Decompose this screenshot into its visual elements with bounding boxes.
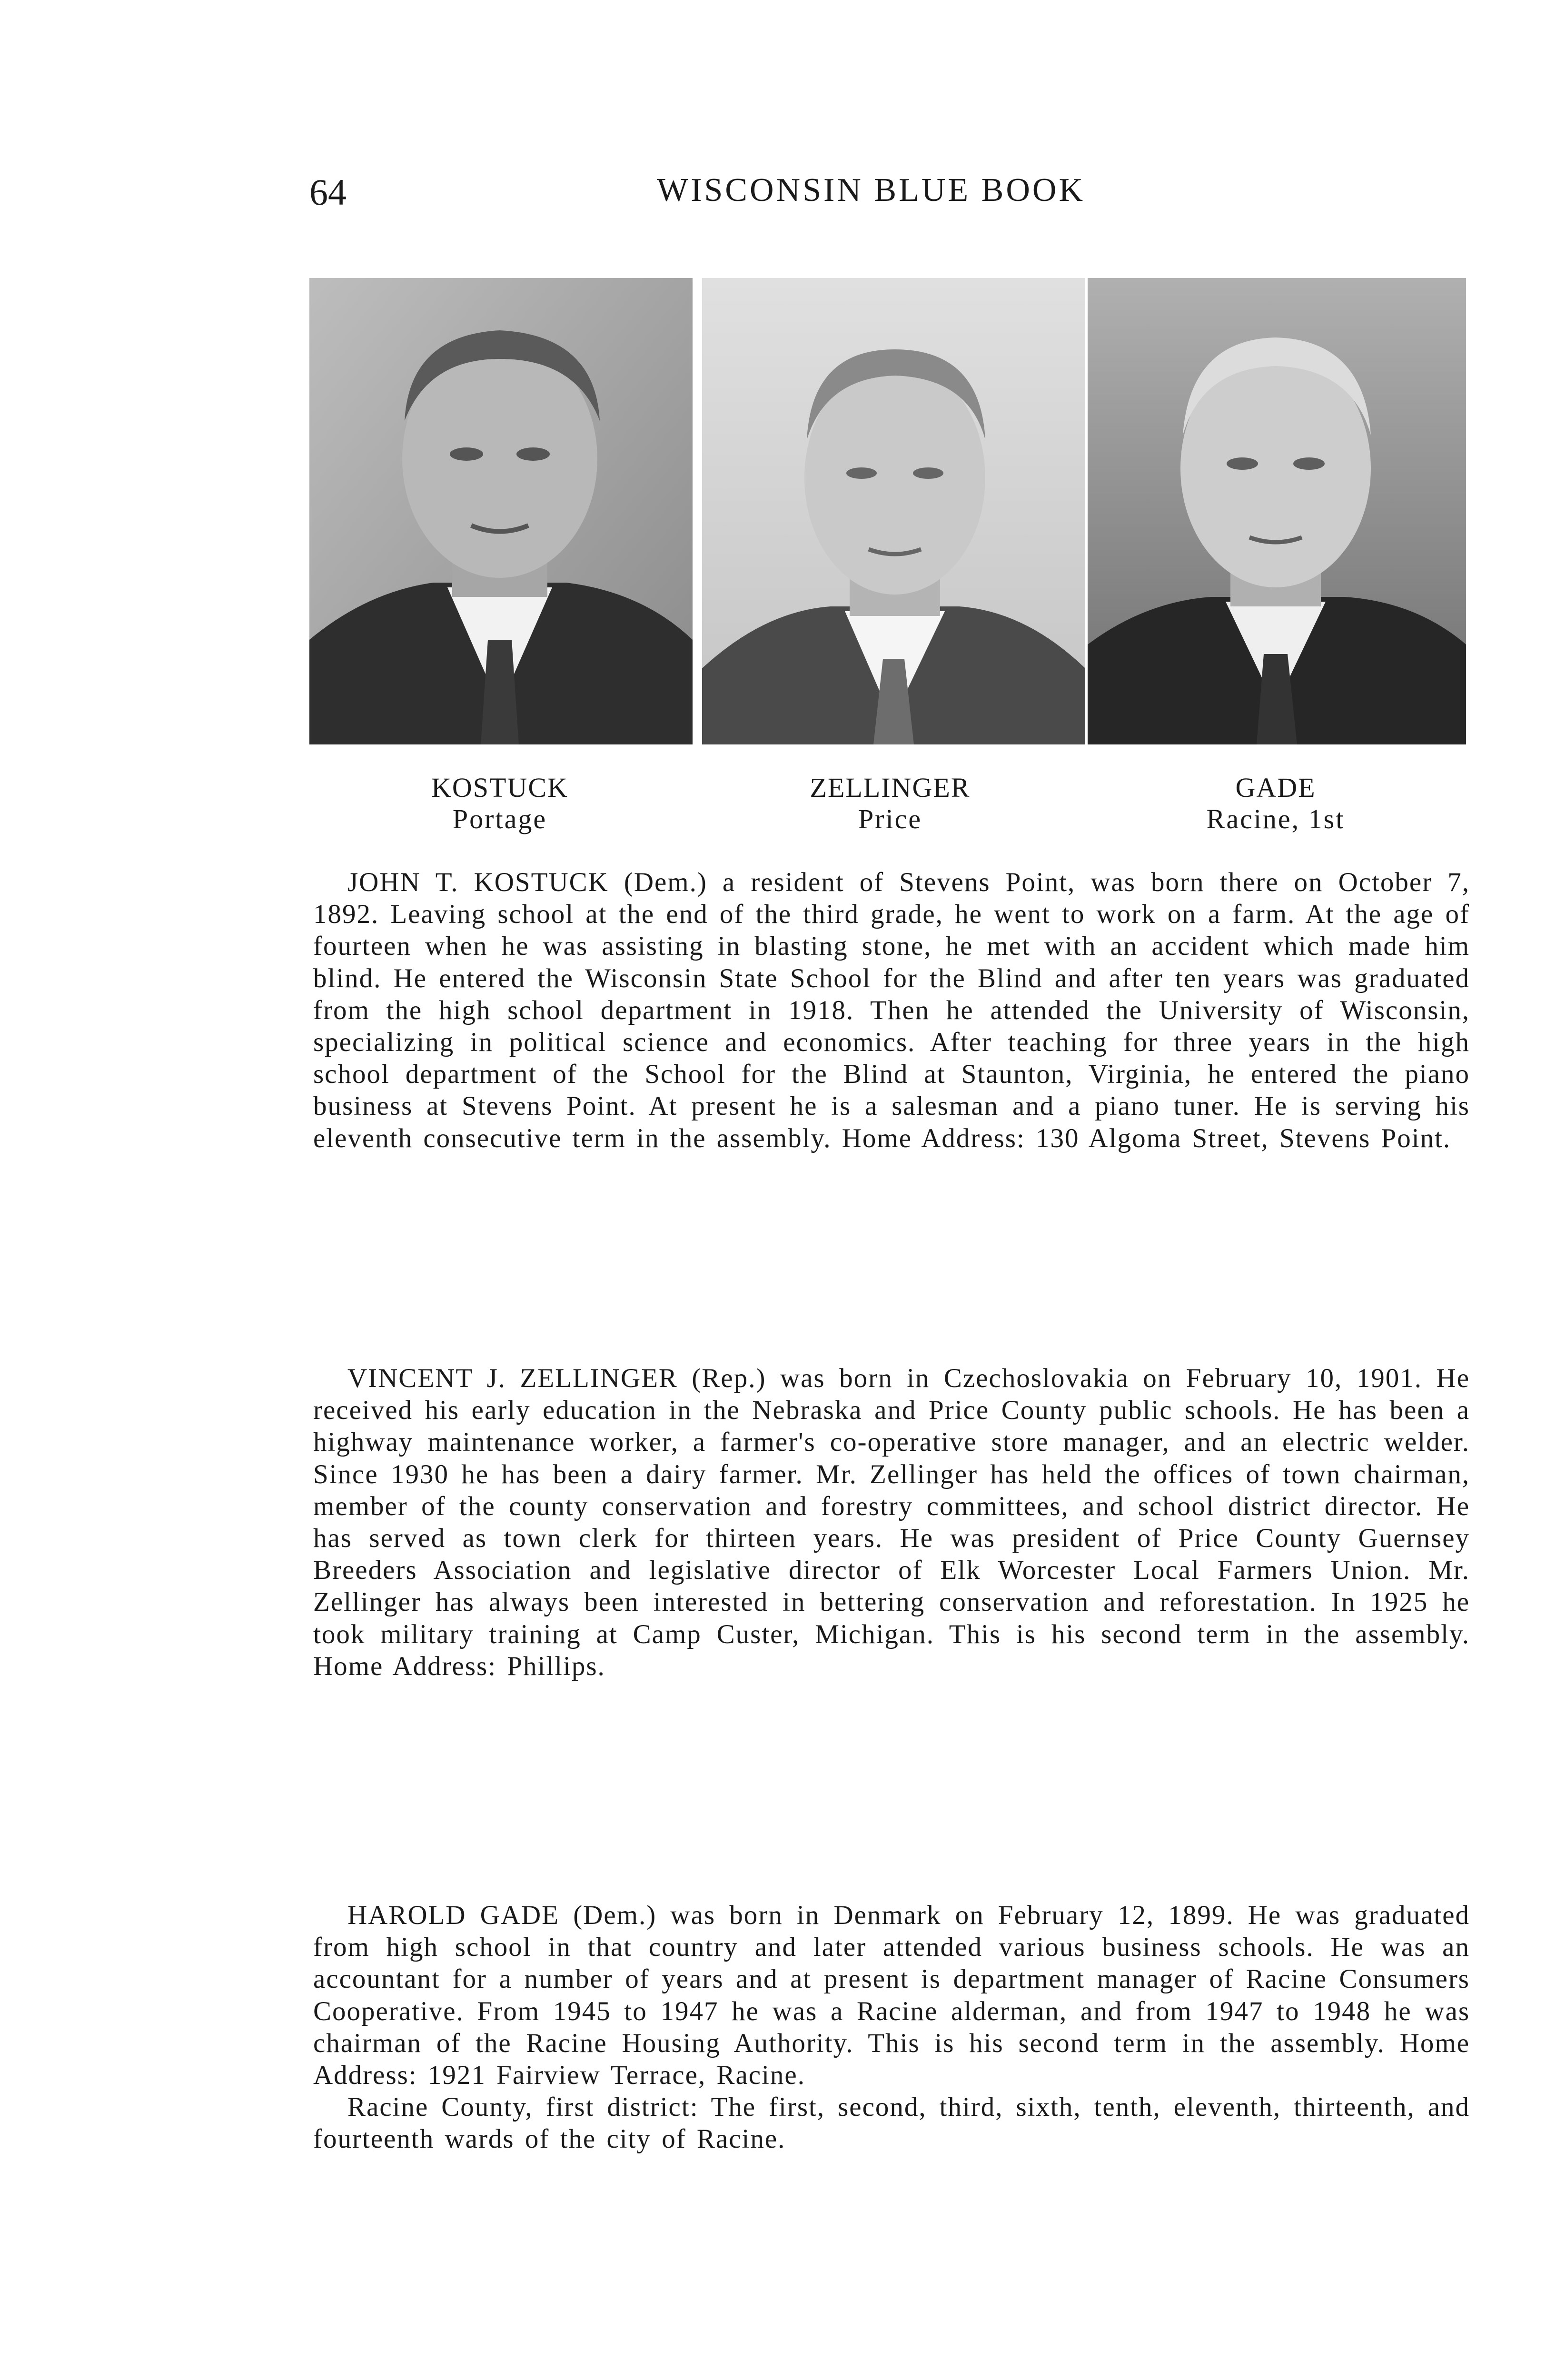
caption-district: Portage bbox=[452, 803, 547, 834]
biography-paragraph: HAROLD GADE (Dem.) was born in Denmark on February 12, 1899. He was graduated from high school in that country and later attended various business schools. He was an accountant for a number of years and at present is department manager of Racine Consumers Cooperative. From 1945 to 1947 he was a Racine alderman, and from 1947 to 1948 he was chairman of the Racine Housing Authority. This is his second term in the assembly. Home Address: 1921 Fairview Terrace, Racine. bbox=[313, 1900, 1470, 2091]
biography-gade bbox=[313, 1899, 1470, 2155]
biography-kostuck bbox=[313, 866, 1470, 1154]
caption-kostuck bbox=[333, 772, 666, 835]
caption-surname: GADE bbox=[1235, 772, 1316, 803]
running-head: WISCONSIN BLUE BOOK bbox=[657, 172, 1085, 208]
biography-paragraph: JOHN T. KOSTUCK (Dem.) a resident of Stevens Point, was born there on October 7, 1892. Leaving school at the end of the third grade, he went to work on a farm. At the age of fourteen when he was assisting in blasting stone, he met with an accident which made him blind. He entered the Wisconsin State School for the Blind and after ten years was graduated from the high school department in 1918. Then he attended the University of Wisconsin, specializing in political science and economics. After teaching for three years in the high school department of the School for the Blind at Staunton, Virginia, he entered the piano business at Stevens Point. At present he is a salesman and a piano tuner. He is serving his eleventh consecutive term in the assembly. Home Address: 130 Algoma Street, Stevens Point. bbox=[313, 867, 1470, 1153]
portrait-photo-zellinger bbox=[702, 278, 1085, 744]
caption-surname: ZELLINGER bbox=[810, 772, 971, 803]
caption-district: Racine, 1st bbox=[1206, 803, 1345, 834]
caption-district: Price bbox=[858, 803, 922, 834]
page-number: 64 bbox=[309, 171, 347, 213]
portrait-photo-gade bbox=[1088, 278, 1466, 744]
caption-gade bbox=[1109, 772, 1442, 835]
caption-surname: KOSTUCK bbox=[431, 772, 568, 803]
portrait-photo-kostuck bbox=[309, 278, 693, 744]
biography-zellinger bbox=[313, 1362, 1470, 1682]
district-description: Racine County, first district: The first, second, third, sixth, tenth, eleventh, thirteenth, and fourteenth wards of the city of Racine. bbox=[313, 2092, 1470, 2154]
biography-paragraph: VINCENT J. ZELLINGER (Rep.) was born in Czechoslovakia on February 10, 1901. He received his early education in the Nebraska and Price County public schools. He has been a highway maintenance worker, a farmer's co-operative store manager, and an electric welder. Since 1930 he has been a dairy farmer. Mr. Zellinger has held the offices of town chairman, member of the county conservation and forestry committees, and school district director. He has served as town clerk for thirteen years. He was president of Price County Guernsey Breeders Association and legislative director of Elk Worcester Local Farmers Union. Mr. Zellinger has always been interested in bettering conservation and reforestation. In 1925 he took military training at Camp Custer, Michigan. This is his second term in the assembly. Home Address: Phillips. bbox=[313, 1363, 1470, 1681]
caption-zellinger bbox=[723, 772, 1057, 835]
